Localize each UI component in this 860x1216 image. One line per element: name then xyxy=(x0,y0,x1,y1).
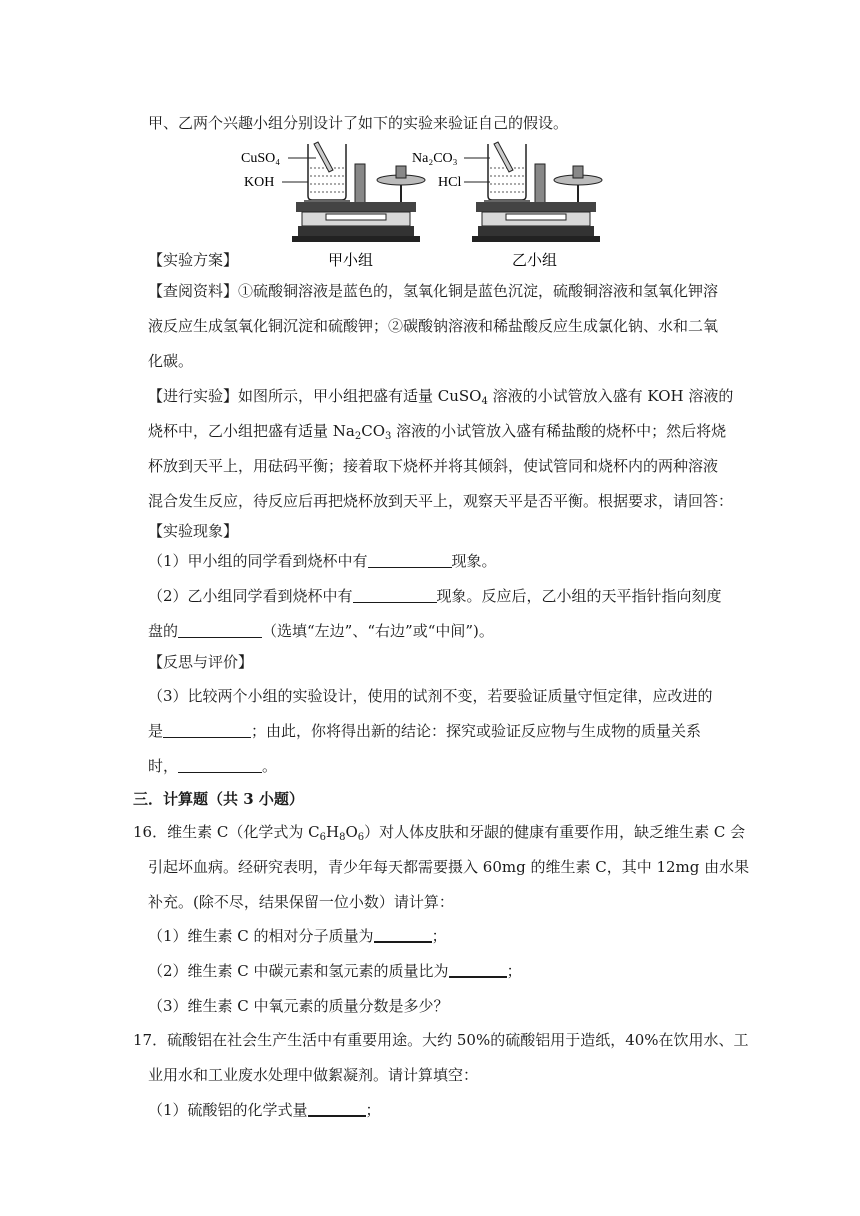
q3-line-2: 是 ；由此，你将得出新的结论：探究或验证反应物与生成物的质量关系 xyxy=(148,722,702,740)
exp-line-3: 杯放到天平上，用砝码平衡；接着取下烧杯并将其倾斜，使试管同和烧杯内的两种溶液 xyxy=(148,457,719,475)
q3-blank-1[interactable] xyxy=(163,723,251,738)
ref-line-3: 化碳。 xyxy=(148,352,194,370)
q16-blank-1[interactable] xyxy=(374,927,432,943)
q3-line-3: 时， 。 xyxy=(148,757,278,775)
q2-blank-2[interactable] xyxy=(178,623,262,638)
q2-line-1: （2）乙小组同学看到烧杯中有 现象。反应后，乙小组的天平指针指向刻度 xyxy=(148,587,722,605)
exp-line-1: 【进行实验】如图所示，甲小组把盛有适量 CuSO$_4$ 溶液的小试管放入盛有 KOH 溶液的 xyxy=(148,387,734,407)
q16-sub-3: （3）维生素 C 中氧元素的质量分数是多少？ xyxy=(148,997,449,1015)
phen-heading: 【实验现象】 xyxy=(148,522,239,540)
right-label-na2co3: Na₂CO₃ xyxy=(412,151,458,166)
q1-blank[interactable] xyxy=(368,553,452,568)
q3-line-1: （3）比较两个小组的实验设计，使用的试剂不变，若要验证质量守恒定律，应改进的 xyxy=(148,687,713,705)
exp-line-2: 烧杯中，乙小组把盛有适量 $Na_2CO_3$ 溶液的小试管放入盛有稀盐酸的烧杯中；然后将烧 xyxy=(148,422,727,442)
right-label-hcl: HCl xyxy=(438,175,462,190)
q16-blank-2[interactable] xyxy=(449,962,507,978)
q16-line-1: 16．维生素 C（化学式为 $C_6H_8O_6$）对人体皮肤和牙龈的健康有重要作用，缺乏维生素 C 会 xyxy=(133,823,746,843)
left-balance xyxy=(241,142,425,269)
q16-line-2: 引起坏血病。经研究表明，青少年每天都需要摄入 60mg 的维生素 C，其中 12mg 由水果 xyxy=(148,858,750,876)
left-caption: 甲小组 xyxy=(328,251,374,269)
left-label-koh: KOH xyxy=(244,175,275,190)
q3-blank-2[interactable] xyxy=(178,758,262,773)
section-3-heading: 三．计算题（共 3 小题） xyxy=(133,790,304,808)
refl-heading: 【反思与评价】 xyxy=(148,653,254,671)
ref-line-2: 液反应生成氢氧化铜沉淀和硫酸钾；②碳酸钠溶液和稀盐酸反应生成氯化钠、水和二氧 xyxy=(148,317,719,335)
left-label-cuso4: CuSO₄ xyxy=(241,151,281,166)
ref-line-1: 【查阅资料】①硫酸铜溶液是蓝色的，氢氧化铜是蓝色沉淀，硫酸铜溶液和氢氧化钾溶 xyxy=(148,282,719,300)
q2-blank-1[interactable] xyxy=(353,588,437,603)
exp-line-4: 混合发生反应，待反应后再把烧杯放到天平上，观察天平是否平衡。根据要求，请回答： xyxy=(148,492,734,510)
q16-line-3: 补充。(除不尽，结果保留一位小数）请计算： xyxy=(148,893,454,911)
right-balance xyxy=(412,142,602,269)
q16-sub-2: （2）维生素 C 中碳元素和氢元素的质量比为 ； xyxy=(148,962,522,980)
q17-line-1: 17．硫酸铝在社会生产生活中有重要用途。大约 50%的硫酸铝用于造纸，40%在饮用水、工 xyxy=(133,1031,749,1049)
q17-line-2: 业用水和工业废水处理中做絮凝剂。请计算填空： xyxy=(148,1066,479,1084)
q2-line-2: 盘的 （选填“左边”、“右边”或“中间”)。 xyxy=(148,622,494,640)
scheme-heading: 【实验方案】 xyxy=(148,251,239,269)
q16-sub-1: （1）维生素 C 的相对分子质量为 ； xyxy=(148,927,447,945)
intro-text: 甲、乙两个兴趣小组分别设计了如下的实验来验证自己的假设。 xyxy=(148,114,569,132)
q17-blank-1[interactable] xyxy=(308,1101,366,1117)
q1-line: （1）甲小组的同学看到烧杯中有 现象。 xyxy=(148,552,497,570)
balance-figure xyxy=(238,140,608,270)
q17-sub-1: （1）硫酸铝的化学式量 ； xyxy=(148,1101,381,1119)
right-caption: 乙小组 xyxy=(512,251,558,269)
